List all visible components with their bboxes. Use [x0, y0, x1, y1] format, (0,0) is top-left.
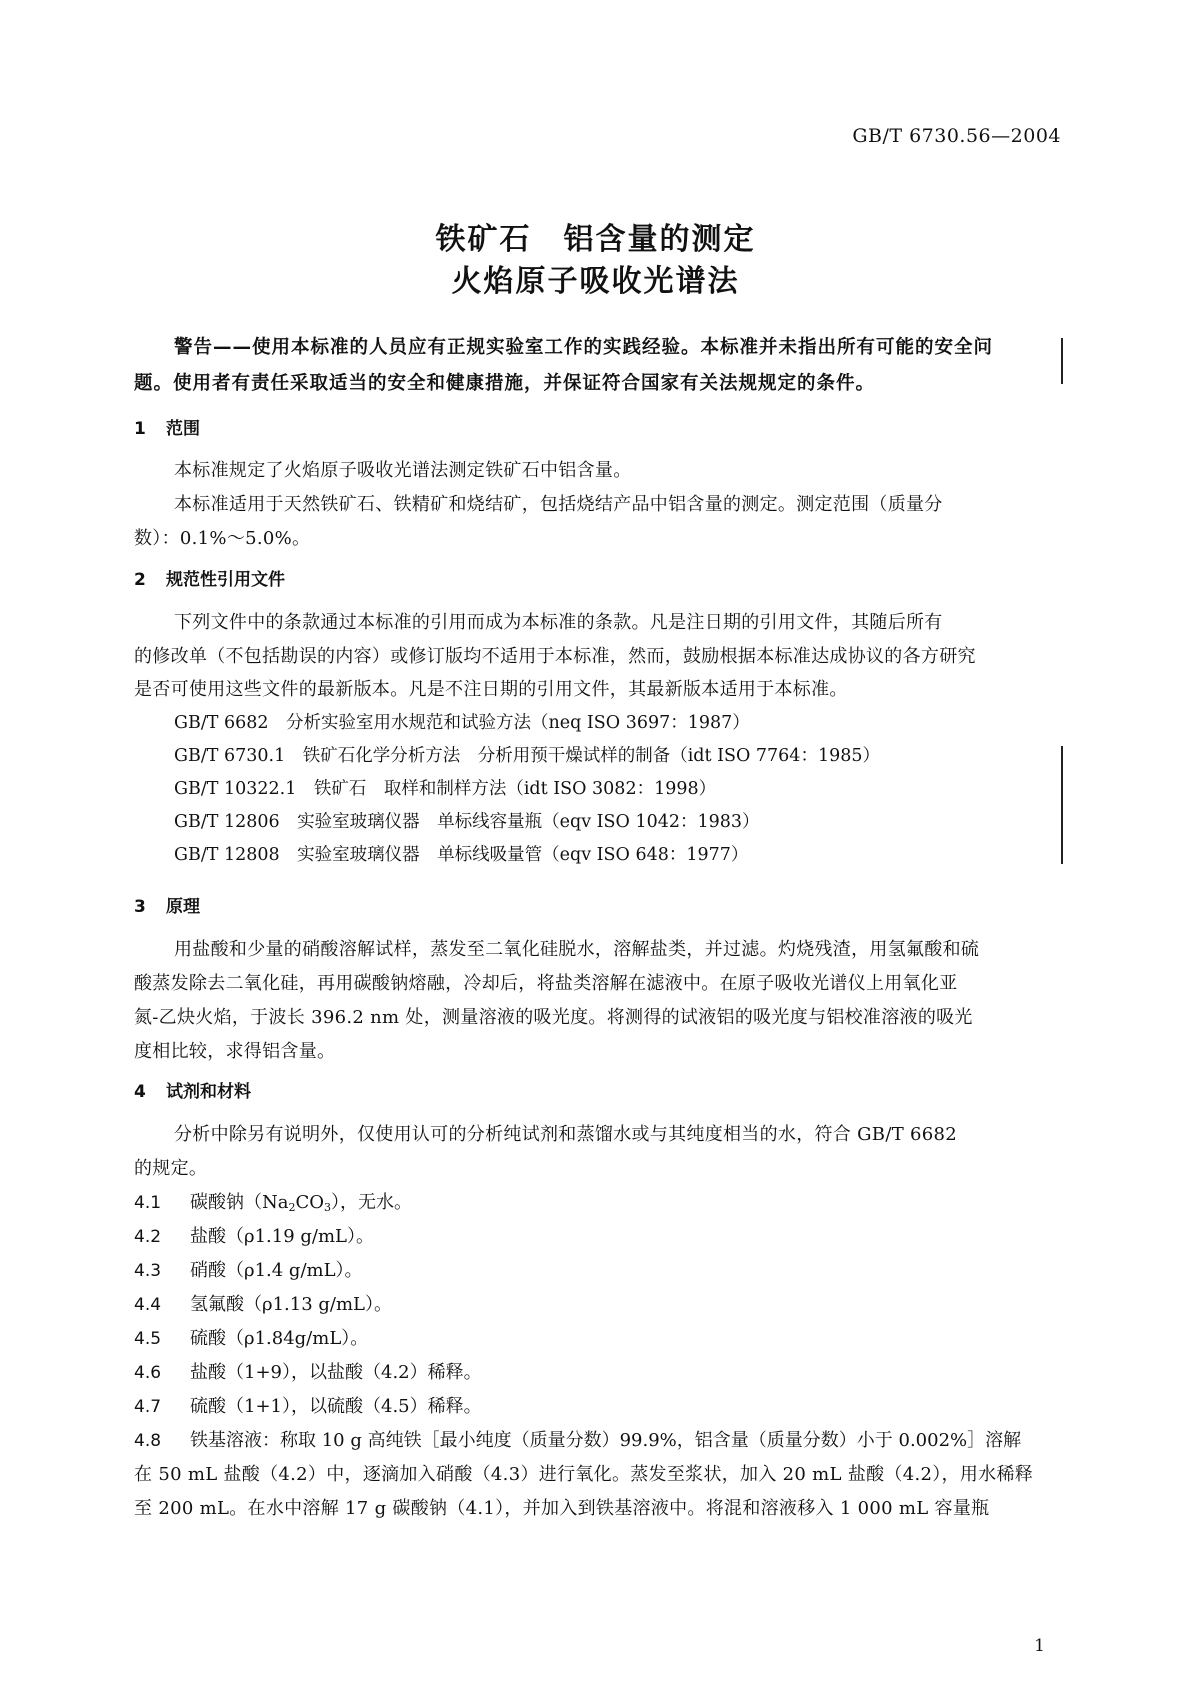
section-3-heading: 3 原理: [134, 897, 200, 917]
reagent-item: 4.2 盐酸（ρ1.19 g/mL）。: [134, 1226, 374, 1247]
s1-paragraph-2b: 数）：0.1%～5.0%。: [134, 528, 311, 549]
ref-item: GB/T 6730.1 铁矿石化学分析方法 分析用预干燥试样的制备（idt ISO 7764：1985）: [174, 746, 880, 766]
reagent-item: 4.4 氢氟酸（ρ1.13 g/mL）。: [134, 1294, 392, 1315]
section-1-heading: 1 范围: [134, 419, 200, 439]
section-4-heading: 4 试剂和材料: [134, 1082, 251, 1102]
ref-item: GB/T 10322.1 铁矿石 取样和制样方法（idt ISO 3082：1998）: [174, 779, 717, 799]
s2-paragraph-b: 的修改单（不包括勘误的内容）或修订版均不适用于本标准，然而，鼓励根据本标准达成协议的各方研究: [134, 646, 976, 667]
change-bar: [1061, 338, 1063, 384]
s3-line-1: 用盐酸和少量的硝酸溶解试样，蒸发至二氧化硅脱水，溶解盐类，并过滤。灼烧残渣，用氢氟酸和硫: [174, 939, 980, 960]
s3-line-2: 酸蒸发除去二氧化硅，再用碳酸钠熔融，冷却后，将盐类溶解在滤液中。在原子吸收光谱仪上用氧化亚: [134, 973, 958, 994]
warning-line-1: 警告——使用本标准的人员应有正规实验室工作的实践经验。本标准并未指出所有可能的安全问: [174, 337, 994, 358]
reagent-item: 4.7 硫酸（1+1），以硫酸（4.5）稀释。: [134, 1396, 482, 1417]
s3-line-4: 度相比较，求得铝含量。: [134, 1041, 336, 1062]
reagent-item-continued: 在 50 mL 盐酸（4.2）中，逐滴加入硝酸（4.3）进行氧化。蒸发至浆状，加入 20 mL 盐酸（4.2），用水稀释: [134, 1464, 1034, 1485]
s1-paragraph-2a: 本标准适用于天然铁矿石、铁精矿和烧结矿，包括烧结产品中铝含量的测定。测定范围（质量分: [174, 494, 943, 515]
reagent-item: 4.8 铁基溶液：称取 10 g 高纯铁［最小纯度（质量分数）99.9%，铝含量（质量分数）小于 0.002%］溶解: [134, 1430, 1022, 1451]
s3-line-3: 氮-乙炔火焰，于波长 396.2 nm 处，测量溶液的吸光度。将测得的试液铝的吸光度与铝校准溶液的吸光: [134, 1007, 973, 1028]
title-line-1: 铁矿石 铝含量的测定: [435, 222, 756, 257]
title-line-2: 火焰原子吸收光谱法: [451, 264, 740, 299]
s4-paragraph-a: 分析中除另有说明外，仅使用认可的分析纯试剂和蒸馏水或与其纯度相当的水，符合 GB/T 6682: [174, 1124, 958, 1145]
reagent-item: 4.5 硫酸（ρ1.84g/mL）。: [134, 1328, 369, 1349]
ref-item: GB/T 12808 实验室玻璃仪器 单标线吸量管（eqv ISO 648：1977）: [174, 845, 749, 865]
reagent-item: 4.3 硝酸（ρ1.4 g/mL）。: [134, 1260, 363, 1281]
page-number: 1: [1034, 1636, 1045, 1656]
s1-paragraph-1: 本标准规定了火焰原子吸收光谱法测定铁矿石中铝含量。: [174, 460, 632, 481]
document-code: GB/T 6730.56—2004: [852, 125, 1061, 147]
s4-paragraph-b: 的规定。: [134, 1158, 208, 1179]
reagent-item-continued: 至 200 mL。在水中溶解 17 g 碳酸钠（4.1），并加入到铁基溶液中。将混和溶液移入 1 000 mL 容量瓶: [134, 1498, 990, 1519]
warning-line-2: 题。使用者有责任采取适当的安全和健康措施，并保证符合国家有关法规规定的条件。: [134, 373, 876, 394]
ref-item: GB/T 6682 分析实验室用水规范和试验方法（neq ISO 3697：1987）: [174, 713, 750, 733]
reagent-item: 4.1 碳酸钠$(Na_2CO_3)$，无水。: [134, 1192, 413, 1214]
section-2-heading: 2 规范性引用文件: [134, 570, 285, 590]
ref-item: GB/T 12806 实验室玻璃仪器 单标线容量瓶（eqv ISO 1042：1983）: [174, 812, 760, 832]
reagent-item: 4.6 盐酸（1+9），以盐酸（4.2）稀释。: [134, 1362, 482, 1383]
change-bar: [1061, 746, 1063, 864]
s2-paragraph-a: 下列文件中的条款通过本标准的引用而成为本标准的条款。凡是注日期的引用文件，其随后所有: [174, 612, 943, 633]
s2-paragraph-c: 是否可使用这些文件的最新版本。凡是不注日期的引用文件，其最新版本适用于本标准。: [134, 679, 848, 700]
